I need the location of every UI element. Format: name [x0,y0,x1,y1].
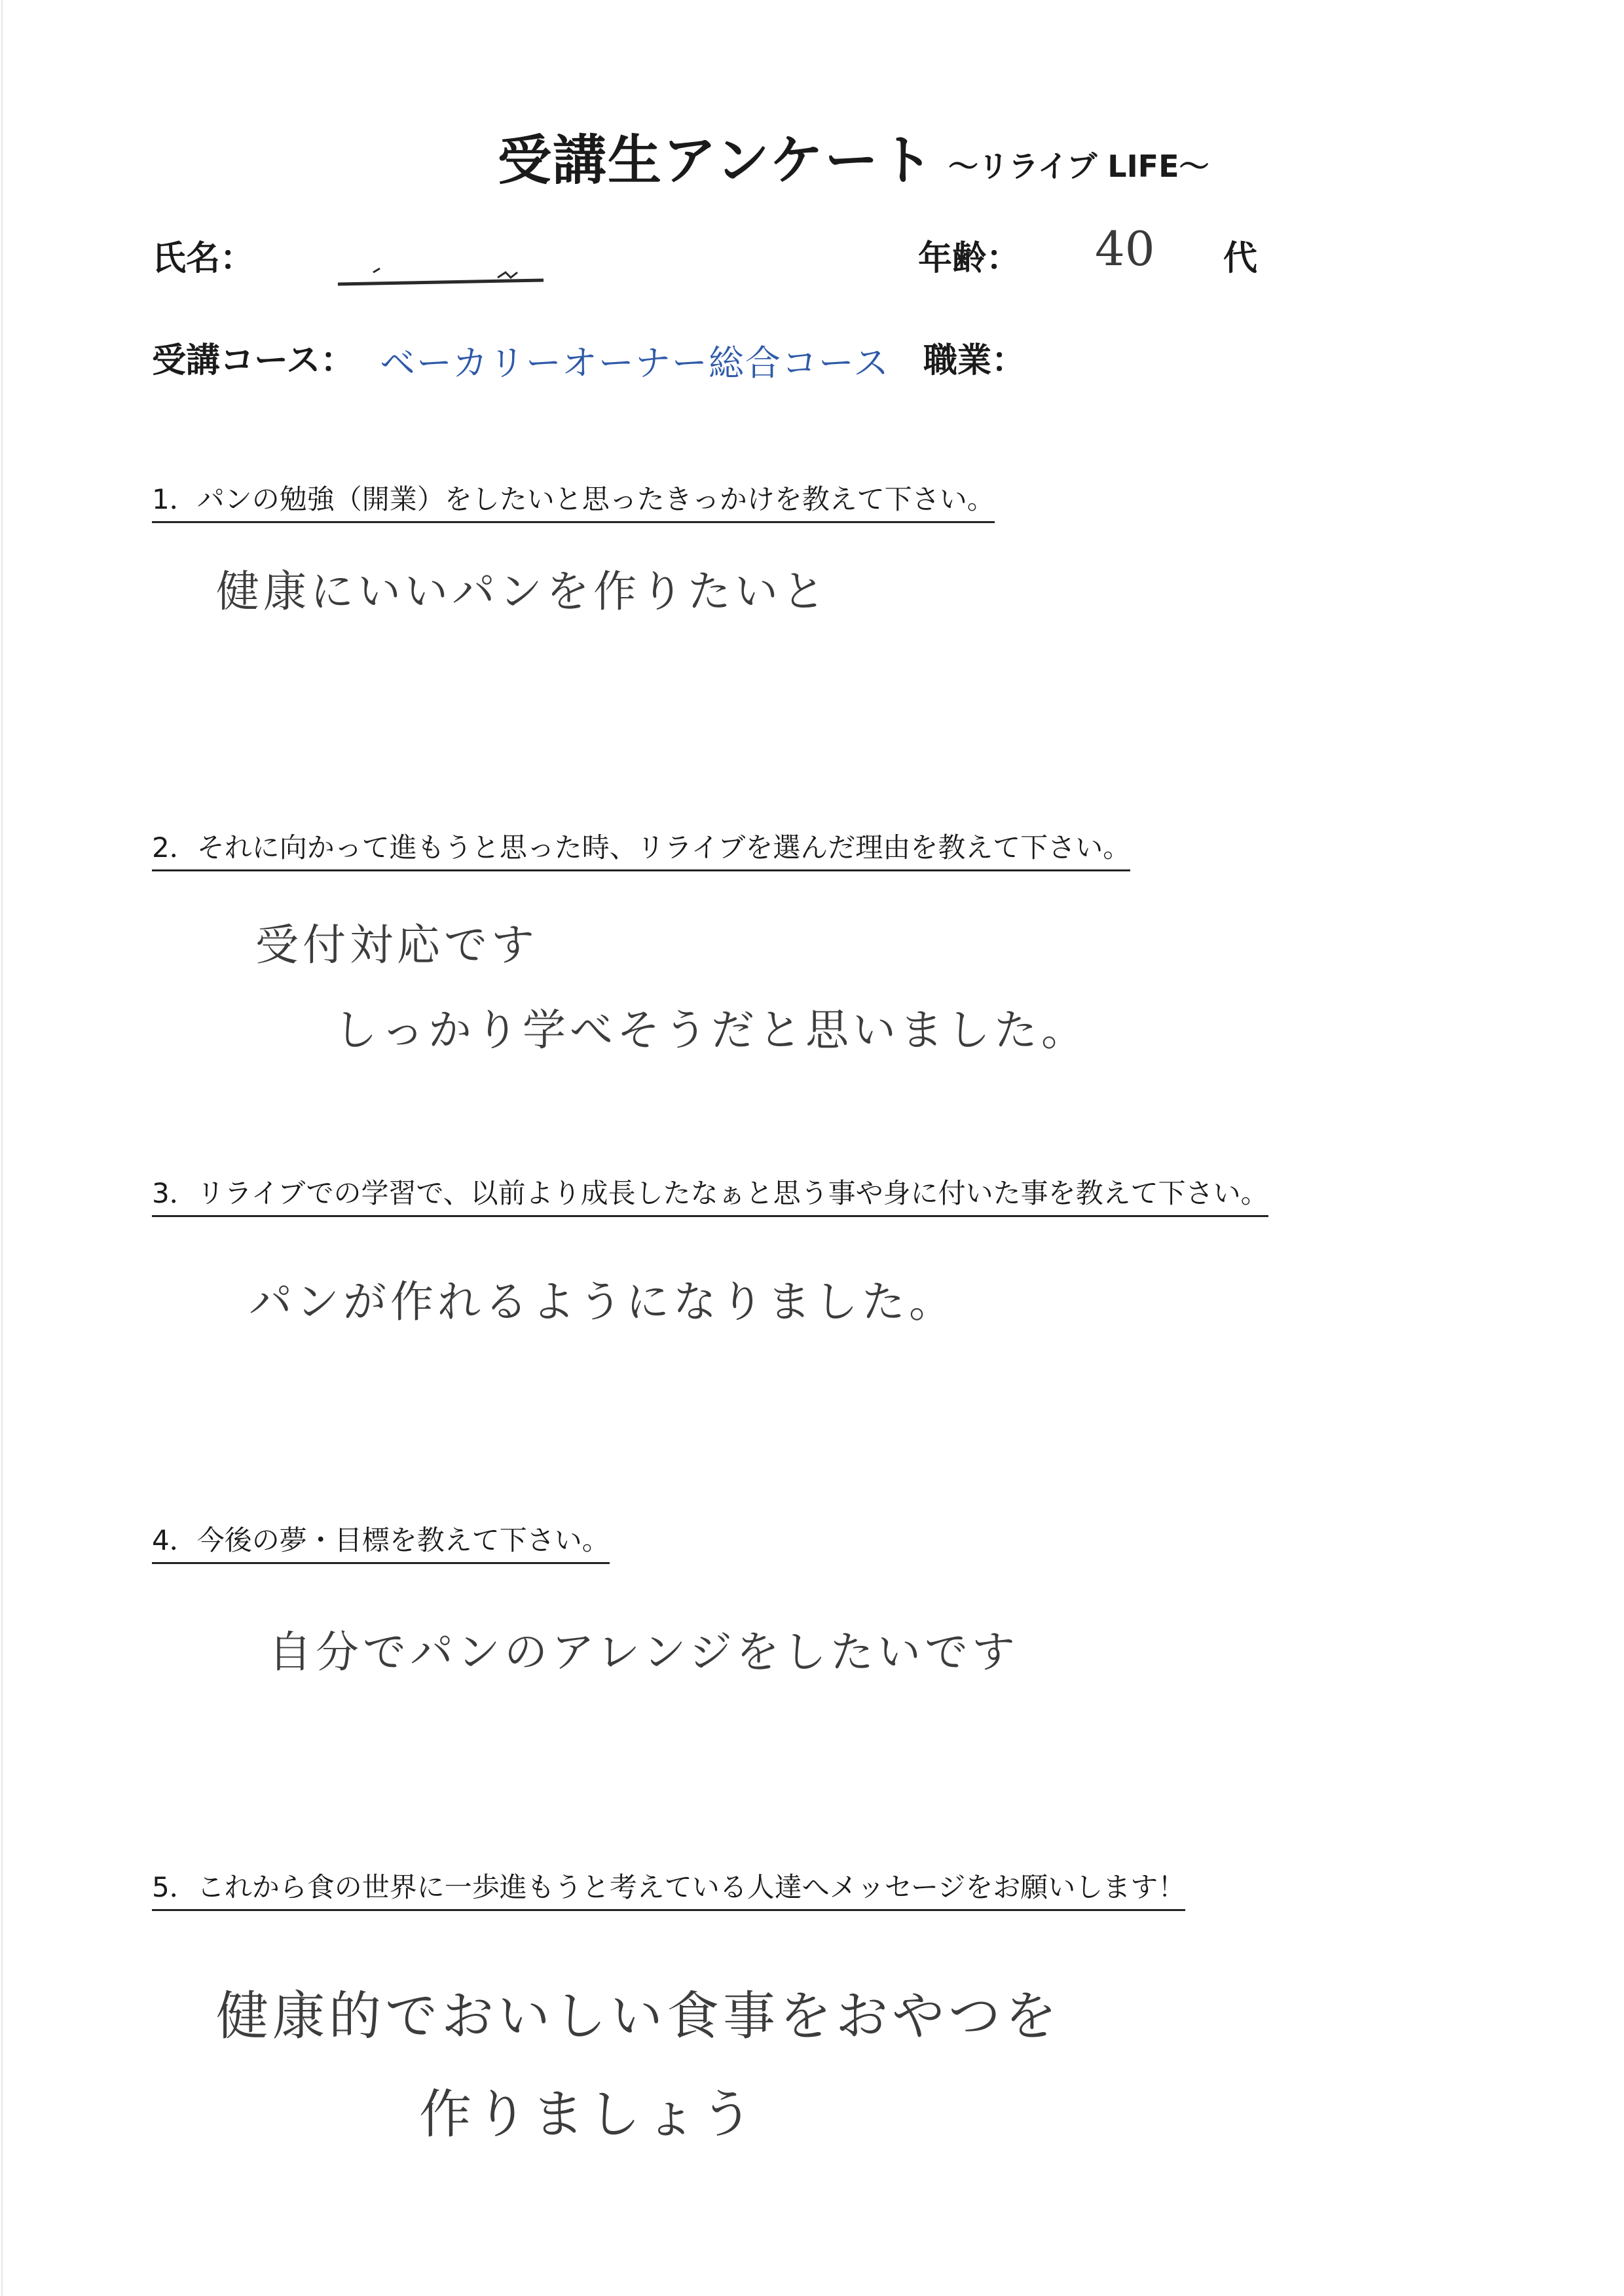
age-label: 年齢： [918,239,1021,278]
question-1: 1．パンの勉強（開業）をしたいと思ったきっかけを教えて下さい。 [152,478,995,523]
answer-1-line-1: 健康にいいパンを作りたいと [216,566,829,617]
course-label: 受講コース： [152,341,355,380]
answer-2-line-1: 受付対応です [255,920,538,970]
answer-3-line-1: パンが作れるようになりました。 [249,1277,956,1327]
job-label: 職業： [923,341,1026,380]
question-2: 2．それに向かって進もうと思った時、リライブを選んだ理由を教えて下さい。 [152,826,1130,871]
age-value: 40 [1095,221,1155,276]
answer-4-line-1: 自分でパンのアレンジをしたいです [268,1627,1020,1677]
redacted-name-scribble [334,266,550,292]
name-label: 氏名： [152,239,255,278]
answer-5-line-2: 作りましょう [419,2084,757,2145]
answer-5-line-1: 健康的でおいしい食事をおやつを [216,1986,1061,2047]
course-value: ベーカリーオーナー総合コース [380,342,891,384]
survey-subtitle: ～リライブ LIFE～ [948,149,1209,184]
scan-edge [1,0,3,2296]
survey-title: 受講生アンケート [498,130,935,192]
answer-2-line-2: しっかり学べそうだと思いました。 [334,1005,1088,1055]
question-4: 4．今後の夢・目標を教えて下さい。 [152,1519,610,1564]
age-suffix: 代 [1223,239,1258,278]
question-3: 3．リライブでの学習で、以前より成長したなぁと思う事や身に付いた事を教えて下さい。 [152,1172,1268,1217]
question-5: 5．これから食の世界に一歩進もうと考えている人達へメッセージをお願いします！ [152,1866,1185,1911]
